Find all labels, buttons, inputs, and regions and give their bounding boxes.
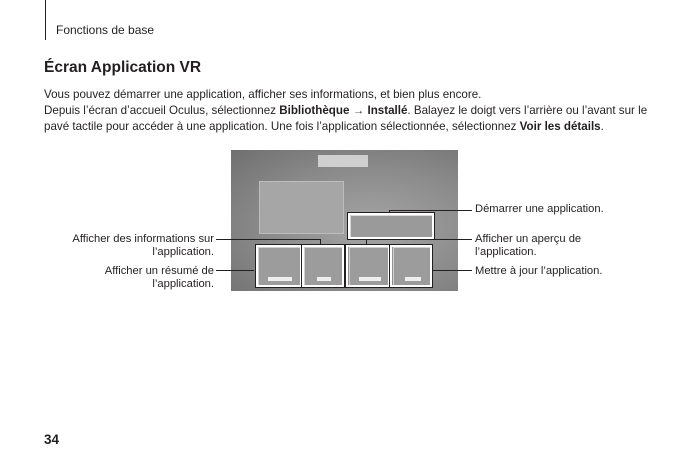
line-summary — [216, 270, 254, 271]
instr-text-3: . — [600, 120, 604, 133]
line-start — [389, 210, 472, 211]
highlight-update — [390, 245, 432, 287]
intro-paragraph: Vous pouvez démarrer une application, afficher ses informations, et bien plus encore. — [44, 88, 482, 101]
line-preview-tick — [366, 239, 367, 245]
label-show-info-line1: Afficher des informations sur — [72, 233, 214, 245]
label-show-summary-line1: Afficher un résumé de — [104, 265, 214, 277]
label-show-summary-line2: l’application. — [152, 278, 214, 290]
line-update — [433, 270, 472, 271]
highlight-info — [302, 245, 344, 287]
instr-installed: Installé — [367, 104, 408, 117]
highlight-start — [348, 213, 434, 239]
line-preview — [366, 239, 472, 240]
label-preview-line2: l’application. — [475, 246, 537, 258]
label-show-info — [46, 233, 214, 259]
instr-text-1: Depuis l’écran d’accueil Oculus, sélectionnez — [44, 104, 280, 117]
label-show-info-line2: l’application. — [152, 246, 214, 258]
screen-app-info-panel — [259, 181, 344, 234]
line-info-tick — [320, 239, 321, 245]
highlight-preview — [346, 245, 390, 287]
section-header: Fonctions de base — [56, 23, 155, 37]
label-preview — [475, 233, 581, 259]
instr-text-2: . Balayez le doigt vers l’arrière ou l’avant sur le pavé tactile pour accéder à une application. Une fois l’application sélectionnée, sélectionnez — [44, 104, 648, 133]
line-info — [216, 239, 320, 240]
label-show-summary — [46, 265, 214, 291]
label-update-app: Mettre à jour l’application. — [475, 265, 603, 277]
instr-library: Bibliothèque — [279, 104, 350, 117]
instr-details: Voir les détails — [519, 120, 601, 133]
instr-arrow: → — [349, 104, 368, 117]
instructions-paragraph — [44, 103, 674, 135]
header-divider — [45, 0, 46, 40]
screen-app-title — [318, 155, 368, 167]
label-start-app: Démarrer une application. — [475, 203, 604, 215]
line-start-tick — [389, 210, 390, 213]
label-preview-line1: Afficher un aperçu de — [475, 233, 582, 245]
page-title: Écran Application VR — [44, 59, 202, 76]
page-number: 34 — [44, 432, 60, 447]
highlight-summary — [256, 245, 302, 287]
